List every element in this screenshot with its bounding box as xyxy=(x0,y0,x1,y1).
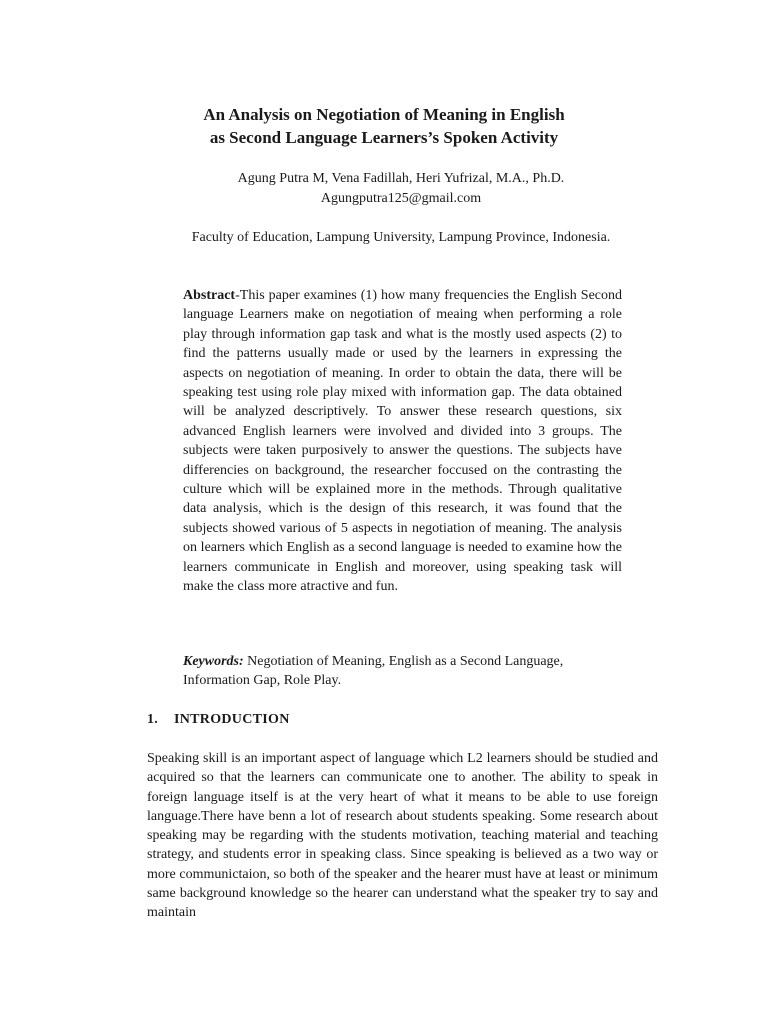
section-heading-introduction xyxy=(147,710,290,730)
paper-title-line-2: as Second Language Learners’s Spoken Activity xyxy=(209,128,559,147)
author-list: Agung Putra M, Vena Fadillah, Heri Yufrizal, M.A., Ph.D. xyxy=(237,171,565,186)
section-title: INTRODUCTION xyxy=(174,712,290,727)
paper-title-line-1: An Analysis on Negotiation of Meaning in English xyxy=(203,105,565,124)
section-number: 1. xyxy=(147,712,159,727)
keywords xyxy=(183,652,622,691)
keywords-label: Keywords: xyxy=(183,654,244,669)
author-email: Agungputra125@gmail.com xyxy=(320,191,482,206)
abstract xyxy=(183,286,622,597)
abstract-label: Abstract xyxy=(183,288,236,303)
affiliation: Faculty of Education, Lampung University, Lampung Province, Indonesia. xyxy=(191,230,611,245)
abstract-text: -This paper examines (1) how many frequencies the English Second language Learners make on negotiation of meaing when performing a role play through information gap task and what is the mostly used aspects (2) to find the patterns usually made or used by the learners in expressing the aspects on negotiation of meaning. In order to obtain the data, there will be speaking test using role play mixed with information gap. The data obtained will be analyzed descriptively. To answer these research questions, six advanced English learners were involved and divided into 3 groups. The subjects were taken purposively to answer the questions. The subjects have differencies on background, the researcher foccused on the contrasting the culture which will be explained more in the methods. Through qualitative data analysis, which is the design of this research, it was found that the subjects showed various of 5 aspects in negotiation of meaning. The analysis on learners which English as a second language is needed to examine how the learners communicate in English and moreover, using speaking task will make the class more atractive and fun. xyxy=(183,288,622,595)
keywords-text: Negotiation of Meaning, English as a Second Language, Information Gap, Role Play. xyxy=(183,654,564,689)
introduction-paragraph: Speaking skill is an important aspect of language which L2 learners should be studied and acquired so that the learners can communicate one to another. The ability to speak in foreign language itself is at the very heart of what it means to be able to use foreign language.There have benn a lot of research about students speaking. Some research about speaking may be regarding with the students motivation, teaching material and teaching strategy, and students error in speaking class. Since speaking is believed as a two way or more communictaion, so both of the speaker and the hearer must have at least or minimum same background knowledge so the hearer can understand what the speaker try to say and maintain xyxy=(147,751,658,921)
